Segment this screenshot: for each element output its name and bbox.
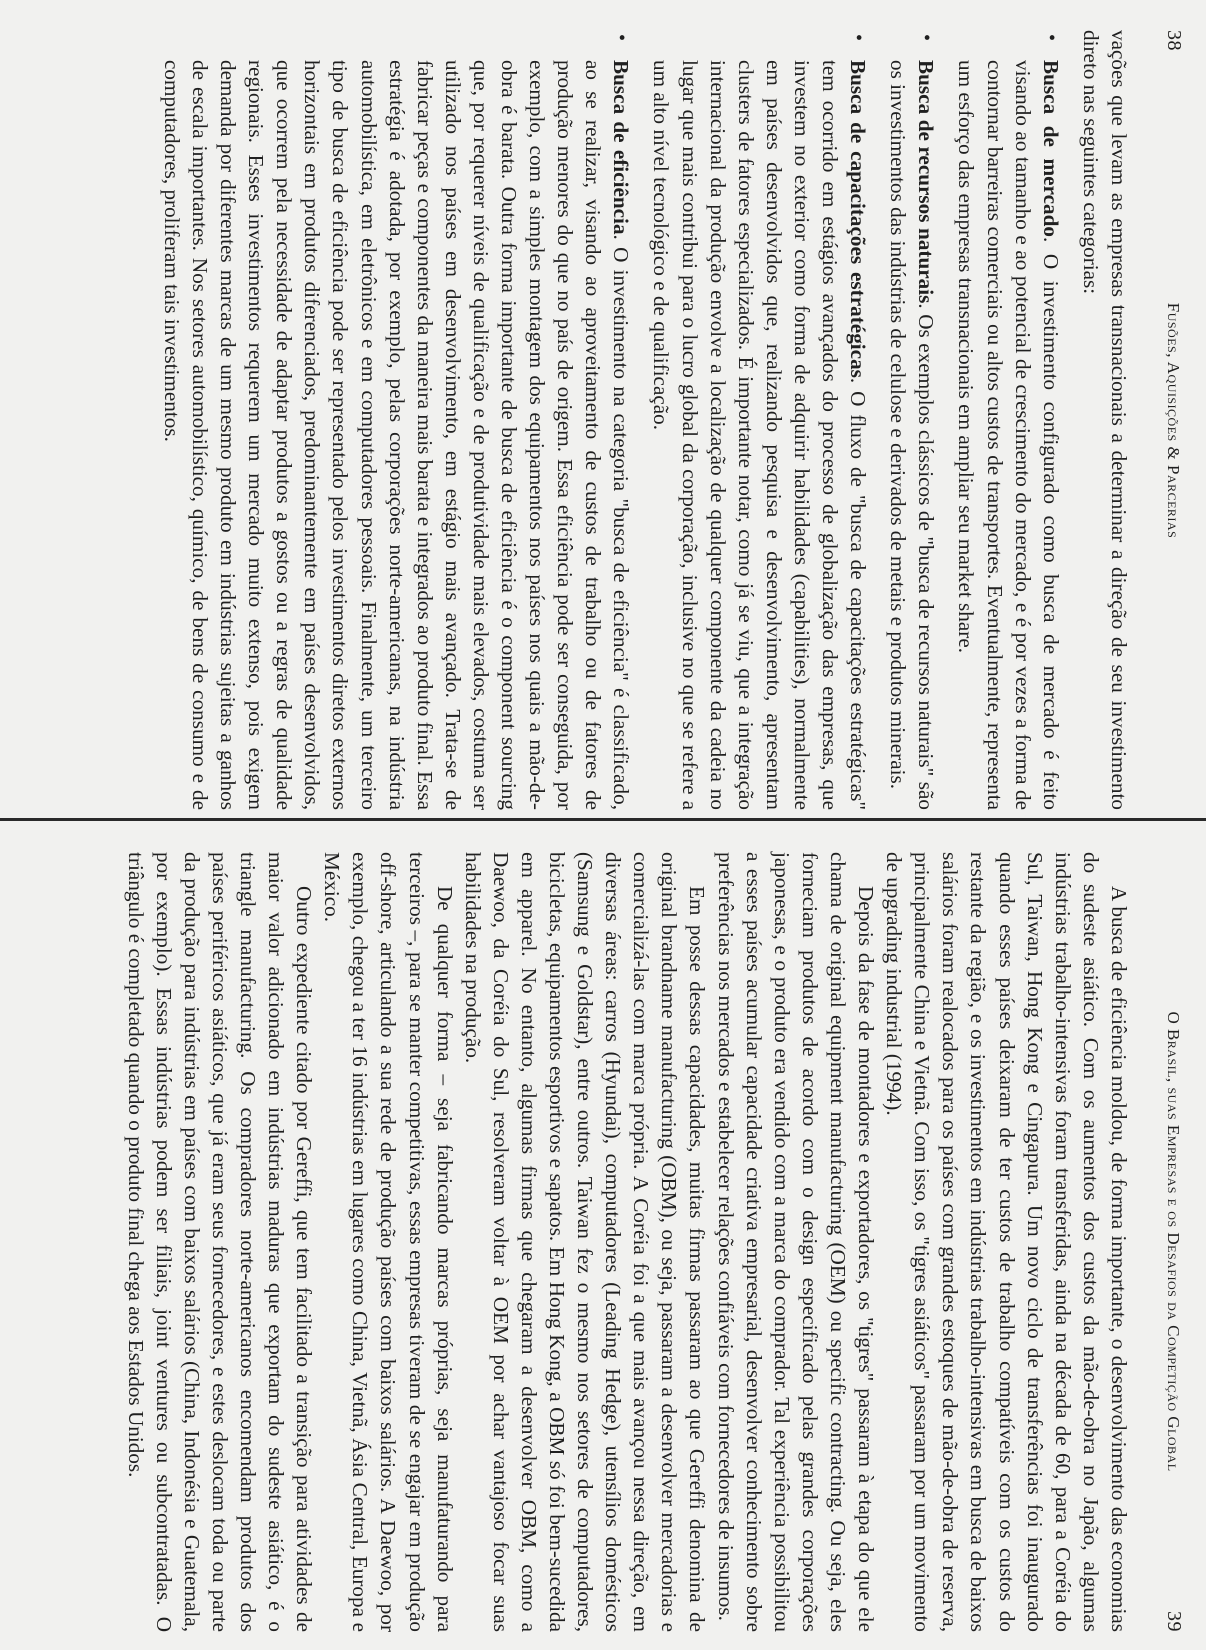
body-paragraph: Em posse dessas capacidades, muitas firmas passaram ao que Gereffi denomina de original brandname manufacturing (OBM), ou seja, passaram a desenvolver mercadorias e comercializá-las com marca própria. A Coréia foi a que mais avançou nessa direção, em diversas áreas: carros (Hyundai), computadores (Leading Hedge), utensílios domésticos (Samsung e Goldstar), entre outros. Taiwan fez o mesmo nos setores de computadores, bicicletas, equipamentos esportivos e sapatos. Em Hong Kong, a OBM só foi bem-sucedida em apparel. No entanto, algumas firmas que chegaram a desenvolver OBM, como a Daewoo, da Coréia do Sul, resolveram voltar à OEM por achar vantajoso focar suas habilidades na produção. xyxy=(460,852,710,1632)
list-item: • Busca de eficiência. O investimento na categoria "busca de eficiência" é classificado, ao se realizar, visando ao aproveitamento de custos de trabalho ou de fatores de produção menores do que no país de origem. Essa eficiência pode ser conseguida, por exemplo, com a simples montagem dos equipamentos nos países nos quais a mão-de-obra é barata. Outra forma importante de busca de eficiência é o component sourcing que, por requerer níveis de qualificação e de produtividade mais elevados, costuma ser utilizado nos países em desenvolvimento, em estágio mais avançado. Trata-se de fabricar peças e componentes da maneira mais barata e integrados ao produto final. Essa estratégia é adotada, por exemplo, pelas corporações norte-americanas, na indústria automobilística, em eletrônicos e em computadores pessoais. Finalmente, um terceiro tipo de busca de eficiência pode ser representado pelos investimentos diretos externos horizontais em produtos diferenciados, predominantemente em países desenvolvidos, que ocorrem pela necessidade de adaptar produtos a gostos ou a regras de qualidade regionais. Esses investimentos requerem um mercado muito extenso, pois exigem demanda por diferentes marcas de um mesmo produto em indústrias sujeitas a ganhos de escala importantes. Nos setores automobilístico, químico, de bens de consumo e de computadores, proliferam tais investimentos. xyxy=(159,34,634,810)
list-item: • Busca de recursos naturais. Os exemplos clássicos de "busca de recursos naturais" são os investimentos das indústrias de celulose e derivados de metais e produtos minerais. xyxy=(886,34,939,810)
item-text: . Os exemplos clássicos de "busca de recursos naturais" são os investimentos das indústrias de celulose e derivados de metais e produtos minerais. xyxy=(886,60,939,810)
body-paragraph: De qualquer forma – seja fabricando marcas próprias, seja manufaturando para terceiros –, para se manter competitivas, essas empresas tiveram de se engajar em produção off-shore, articulando a sua rede de produção países com baixos salários. A Daewoo, por exemplo, chegou a ter 16 indústrias em lugares como China, Vietnã, Ásia Central, Europa e México. xyxy=(320,852,457,1632)
body-paragraph: Outro expediente citado por Gereffi, que tem facilitado a transição para atividades de maior valor adicionado em indústrias maduras que exportam do sudeste asiático, é o triangle manufacturing. Os compradores norte-americanos encomendam produtos dos países periféricos asiáticos, que já eram seus fornecedores, e estes deslocam toda ou parte da produção para indústrias em países com baixos salários (China, Indonésia e Guatemala, por exemplo). Essas indústrias podem ser filiais, joint ventures ou subcontratadas. O triângulo é completado quando o produto final chega aos Estados Unidos. xyxy=(123,852,317,1632)
page-number-right: 39 xyxy=(1163,1611,1185,1632)
intro-paragraph: vações que levam as empresas transnacionais a determinar a direção de seu investimento direto nas seguintes categorias: xyxy=(1078,30,1131,810)
right-page xyxy=(18,852,1188,1632)
page-gutter-line xyxy=(0,818,1206,821)
body-paragraph: A busca de eficiência moldou, de forma importante, o desenvolvimento das economias do sudeste asiático. Com os aumentos dos custos da mão-de-obra no Japão, algumas indústrias trabalho-intensivas foram transferidas, ainda na década de 60, para a Coréia do Sul, Taiwan, Hong Kong e Cingapura. Um novo ciclo de transferências foi inaugurado quando esses países deixaram de ter custos de trabalho compatíveis com os custos do restante da região, e os investimentos em indústrias trabalho-intensivas em busca de baixos salários foram realocados para os países com grandes estoques de mão-de-obra de reserva, principalmente China e Vietnã. Com isso, os "tigres asiáticos" passaram por um movimento de upgrading industrial (1994). xyxy=(882,852,1131,1632)
left-running-head: Fusões, Aquisições & Parcerias xyxy=(1164,302,1183,539)
list-item: • Busca de capacitações estratégicas. O fluxo de "busca de capacitações estratégicas" tem ocorrido em estágios avançados do processo de globalização das empresas, que investem no exterior como forma de adquirir habilidades (capabilities), normalmente em países desenvolvidos que, realizando pesquisa e desenvolvimento, apresentam clusters de fatores especializados. É importante notar, como já se viu, que a integração internacional da produção envolve a localização de qualquer componente da cadeia no lugar que mais contribui para o lucro global da corporação, inclusive no que se refere a um alto nível tecnológico e de qualificação. xyxy=(649,34,871,810)
list-item: • Busca de mercado. O investimento configurado como busca de mercado é feito visando ao tamanho e ao potencial de crescimento do mercado, e é por vezes a forma de contornar barreiras comerciais ou altos custos de transportes. Eventualmente, representa um esforço das empresas transnacionais em ampliar seu market share. xyxy=(954,34,1063,811)
item-text: . O investimento configurado como busca de mercado é feito visando ao tamanho e ao potencial de crescimento do mercado, e é por vezes a forma de contornar barreiras comerciais ou altos custos de transportes. Eventualmente, representa um esforço das empresas transnacionais em ampliar seu market share. xyxy=(954,60,1063,811)
item-term: Busca de recursos naturais xyxy=(914,60,939,304)
item-text: . O fluxo de "busca de capacitações estratégicas" tem ocorrido em estágios avançados do processo de globalização das empresas, que investem no exterior como forma de adquirir habilidades (capabilities), normalmente em países desenvolvidos que, realizando pesquisa e desenvolvimento, apresentam clusters de fatores especializados. É importante notar, como já se viu, que a integração internacional da produção envolve a localização de qualquer componente da cadeia no lugar que mais contribui para o lucro global da corporação, inclusive no que se refere a um alto nível tecnológico e de qualificação. xyxy=(649,60,871,810)
right-running-head: O Brasil, suas Empresas e os Desafios da Competição Global xyxy=(1164,1011,1183,1472)
category-list xyxy=(158,30,1065,810)
item-text: . O investimento na categoria "busca de eficiência" é classificado, ao se realizar, visando ao aproveitamento de custos de trabalho ou de fatores de produção menores do que no país de origem. Essa eficiência pode ser conseguida, por exemplo, com a simples montagem dos equipamentos nos países nos quais a mão-de-obra é barata. Outra forma importante de busca de eficiência é o component sourcing que, por requerer níveis de qualificação e de produtividade mais elevados, costuma ser utilizado nos países em desenvolvimento, em estágio mais avançado. Trata-se de fabricar peças e componentes da maneira mais barata e integrados ao produto final. Essa estratégia é adotada, por exemplo, pelas corporações norte-americanas, na indústria automobilística, em eletrônicos e em computadores pessoais. Finalmente, um terceiro tipo de busca de eficiência pode ser representado pelos investimentos diretos externos horizontais em produtos diferenciados, predominantemente em países desenvolvidos, que ocorrem pela necessidade de adaptar produtos a gostos ou a regras de qualidade regionais. Esses investimentos requerem um mercado muito extenso, pois exigem demanda por diferentes marcas de um mesmo produto em indústrias sujeitas a ganhos de escala importantes. Nos setores automobilístico, químico, de bens de consumo e de computadores, proliferam tais investimentos. xyxy=(159,60,634,810)
item-term: Busca de mercado xyxy=(1038,60,1063,237)
left-running-header xyxy=(1159,30,1188,810)
item-term: Busca de eficiência xyxy=(609,60,634,235)
page-number-left: 38 xyxy=(1163,30,1185,51)
item-term: Busca de capacitações estratégicas xyxy=(846,60,871,378)
body-paragraph: Depois da fase de montadores e exportadores, os "tigres" passaram à etapa do que ele chama de original equipment manufacturing (OEM) ou specific contracting. Ou seja, eles forneciam produtos de acordo com o design especificado pelas grandes corporações japonesas, e o produto era vendido com a marca do comprador. Tal experiência possibilitou a esses países acumular capacidade criativa empresarial, desenvolver conhecimento sobre preferências nos mercados e estabelecer relações confiáveis com fornecedores de insumos. xyxy=(713,852,879,1632)
left-page xyxy=(18,30,1188,810)
right-running-header xyxy=(1159,852,1188,1632)
